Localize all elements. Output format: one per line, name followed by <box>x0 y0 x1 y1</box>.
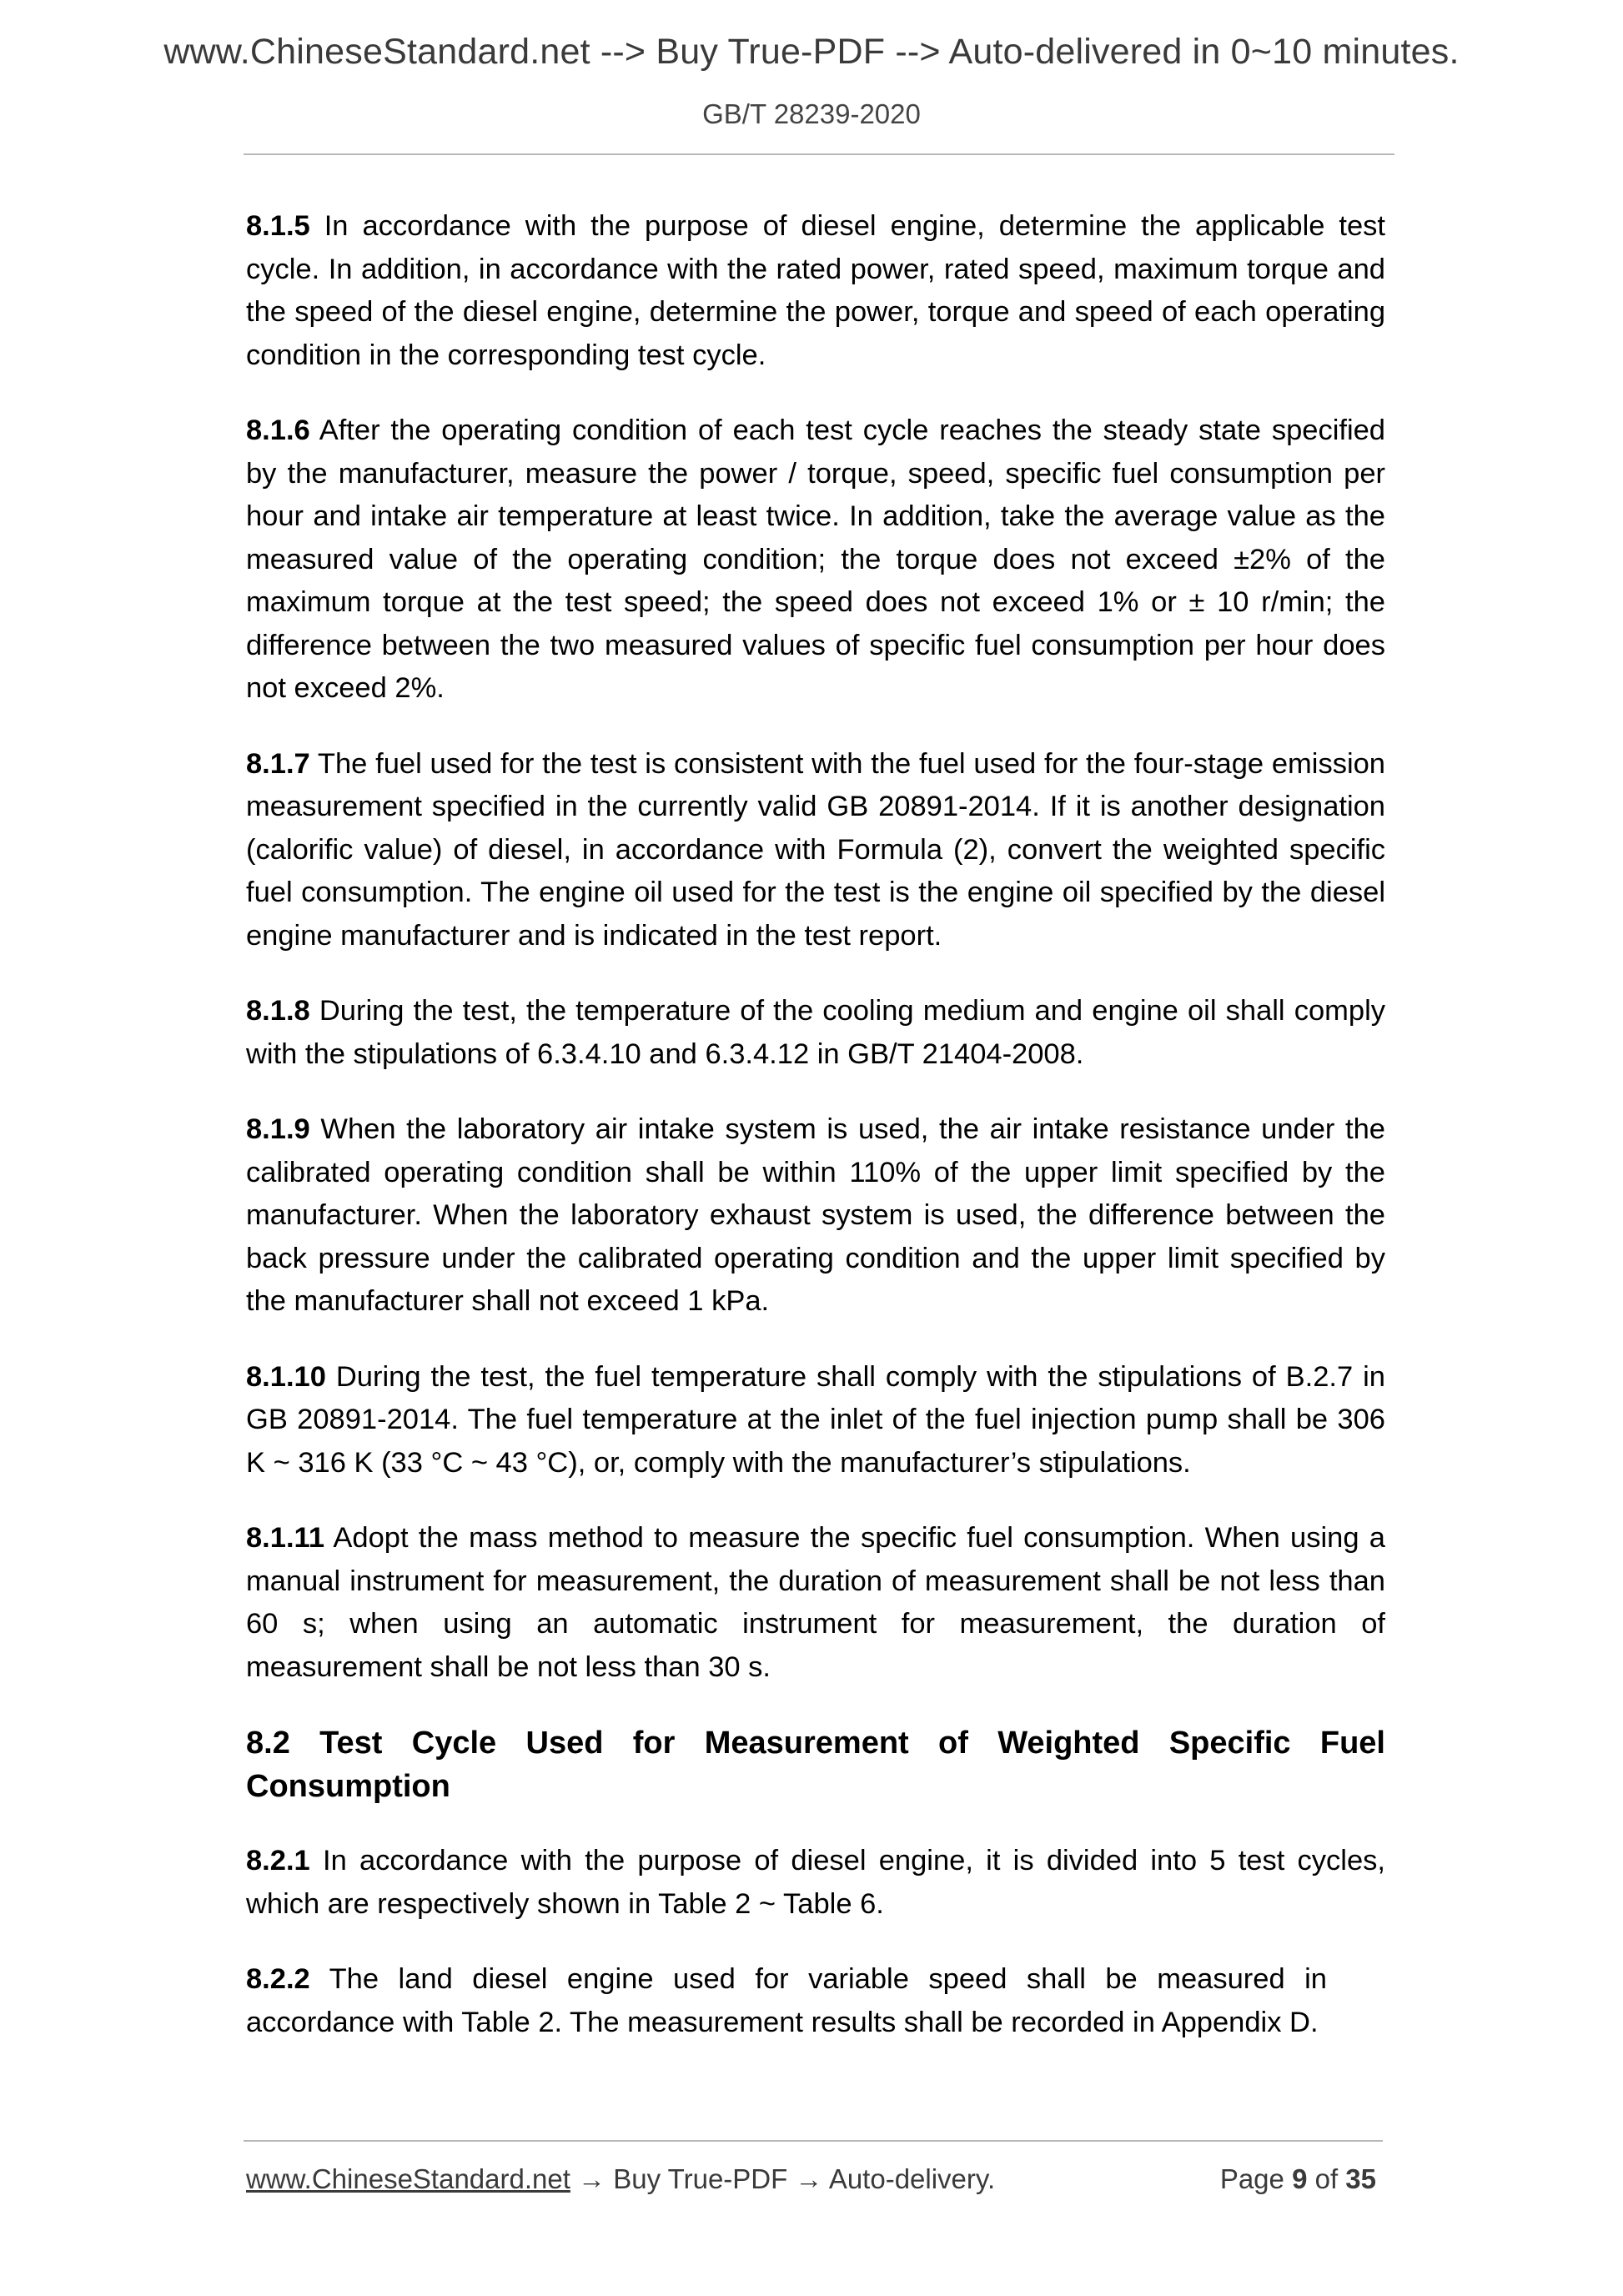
page-number: 9 <box>1292 2163 1308 2194</box>
clause-8-1-5 <box>246 205 1385 377</box>
clause-text: When the laboratory air intake system is used, the air intake resistance under the calibrated operating condition shall be within 110% of the upper limit specified by the manufacturer. When the laboratory exhaust system is used, the difference between the back pressure under the calibrated operating condition and the upper limit specified by the manufacturer shall not exceed 1 kPa. <box>246 1113 1385 1317</box>
header-divider <box>244 153 1394 155</box>
standard-code: GB/T 28239-2020 <box>702 98 921 129</box>
clause-text: Adopt the mass method to measure the specific fuel consumption. When using a manual instrument for measurement, the duration of measurement shall be not less than 60 s; when using an automatic instrument for measurement, the duration of measurement shall be not less than 30 s. <box>246 1522 1385 1683</box>
site-banner: www.ChineseStandard.net --> Buy True-PDF --> Auto-delivered in 0~10 minutes. <box>163 32 1460 72</box>
footer-promo <box>246 2163 995 2195</box>
clause-number: 8.1.6 <box>246 414 310 446</box>
clause-8-1-8 <box>246 990 1385 1076</box>
page-content <box>246 205 1385 2077</box>
clause-8-1-7 <box>246 743 1385 958</box>
clause-8-2-1 <box>246 1840 1385 1926</box>
clause-8-1-9 <box>246 1108 1385 1324</box>
clause-text: In accordance with the purpose of diesel engine, determine the applicable test cycle. In addition, in accordance with the rated power, rated speed, maximum torque and the speed of the diesel engine, determine the power, torque and speed of each operating condition in the corresponding test cycle. <box>246 210 1385 371</box>
footer-site-link[interactable]: www.ChineseStandard.net <box>246 2163 570 2194</box>
page-label: Page <box>1219 2163 1293 2194</box>
clause-text: After the operating condition of each test cycle reaches the steady state specified by the manufacturer, measure the power / torque, speed, specific fuel consumption per hour and intake air temperature at least twice. In addition, take the average value as the measured value of the operating condition; the torque does not exceed ±2% of the maximum torque at the test speed; the speed does not exceed 1% or ± 10 r/min; the difference between the two measured values of specific fuel consumption per hour does not exceed 2%. <box>246 414 1385 704</box>
clause-number: 8.1.7 <box>246 747 310 780</box>
clause-text: In accordance with the purpose of diesel engine, it is divided into 5 test cycles, which are respectively shown in Table 2 ~ Table 6. <box>246 1845 1385 1920</box>
footer-tagline: → Buy True-PDF → Auto-delivery. <box>570 2163 996 2194</box>
clause-text: During the test, the temperature of the cooling medium and engine oil shall comply with the stipulations of 6.3.4.10 and 6.3.4.12 in GB/T 21404-2008. <box>246 995 1385 1070</box>
clause-number: 8.1.10 <box>246 1360 326 1393</box>
section-heading-8-2: 8.2 Test Cycle Used for Measurement of Weighted Specific Fuel Consumption <box>246 1726 1385 1804</box>
clause-text: The land diesel engine used for variable speed shall be measured in accordance with Table 2. The measurement results shall be recorded in Appendix D. <box>246 1963 1327 2038</box>
clause-number: 8.1.8 <box>246 995 310 1027</box>
clause-number: 8.1.9 <box>246 1113 310 1145</box>
of-label: of <box>1307 2163 1346 2194</box>
clause-8-1-6 <box>246 409 1385 711</box>
clause-8-1-11 <box>246 1517 1385 1689</box>
clause-text: During the test, the fuel temperature shall comply with the stipulations of B.2.7 in GB 20891-2014. The fuel temperature at the inlet of the fuel injection pump shall be 306 K ~ 316 K (33 °C ~ 43 °C), or, comply with the manufacturer’s stipulations. <box>246 1360 1385 1479</box>
clause-number: 8.2.2 <box>246 1963 310 1995</box>
page-indicator <box>1220 2163 1376 2195</box>
page-total: 35 <box>1345 2163 1376 2194</box>
clause-8-2-2 <box>246 1958 1327 2044</box>
clause-number: 8.1.5 <box>246 210 310 242</box>
clause-number: 8.2.1 <box>246 1845 310 1876</box>
clause-number: 8.1.11 <box>246 1522 325 1554</box>
clause-text: The fuel used for the test is consistent with the fuel used for the four-stage emission measurement specified in the currently valid GB 20891-2014. If it is another designation (calorific value) of diesel, in accordance with Formula (2), convert the weighted specific fuel consumption. The engine oil used for the test is the engine oil specified by the diesel engine manufacturer and is indicated in the test report. <box>246 747 1385 952</box>
footer-divider <box>244 2140 1383 2142</box>
clause-8-1-10 <box>246 1356 1385 1485</box>
